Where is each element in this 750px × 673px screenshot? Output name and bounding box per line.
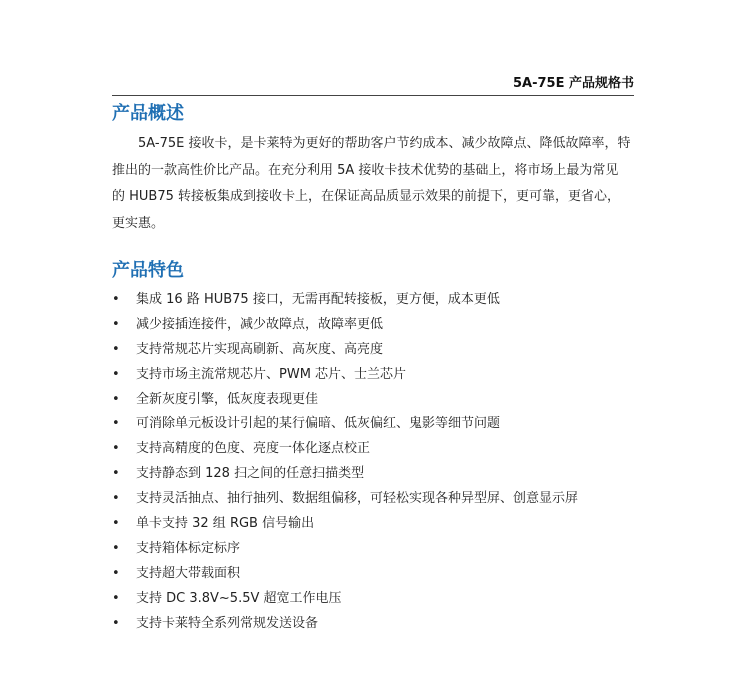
feature-text: 支持常规芯片实现高刷新、高灰度、高亮度: [136, 341, 384, 357]
bullet-icon: •: [112, 565, 120, 581]
bullet-icon: •: [112, 615, 120, 631]
bullet-icon: •: [112, 391, 120, 407]
feature-text: 支持静态到 128 扫之间的任意扫描类型: [136, 466, 365, 482]
feature-item: [112, 338, 632, 363]
overview-heading: 产品概述: [112, 103, 184, 124]
bullet-icon: •: [112, 292, 120, 307]
feature-text: 集成 16 路 HUB75 接口，无需再配转接板，更方便，成本更低: [136, 292, 500, 307]
feature-text: 单卡支持 32 组 RGB 信号输出: [136, 516, 315, 532]
overview-line: 的 HUB75 转接板集成到接收卡上，在保证高品质显示效果的前提下，更可靠，更省心，: [112, 189, 621, 204]
feature-item: [112, 462, 632, 487]
overview-paragraph: [112, 131, 640, 237]
feature-text: 支持灵活抽点、抽行抽列、数据组偏移，可轻松实现各种异型屏、创意显示屏: [136, 491, 579, 507]
feature-item: [112, 288, 632, 313]
bullet-icon: •: [112, 466, 120, 482]
feature-text: 可消除单元板设计引起的某行偏暗、低灰偏红、鬼影等细节问题: [136, 416, 501, 432]
features-heading: 产品特色: [112, 260, 184, 281]
bullet-icon: •: [112, 491, 120, 507]
feature-text: 支持高精度的色度、亮度一体化逐点校正: [136, 441, 371, 457]
feature-item: [112, 388, 632, 413]
bullet-icon: •: [112, 441, 120, 457]
feature-text: 减少接插连接件，减少故障点，故障率更低: [136, 316, 384, 332]
bullet-icon: •: [112, 416, 120, 432]
bullet-icon: •: [112, 366, 120, 382]
bullet-icon: •: [112, 341, 120, 357]
feature-text: 支持市场主流常规芯片、PWM 芯片、士兰芯片: [136, 366, 407, 382]
feature-text: 支持 DC 3.8V~5.5V 超宽工作电压: [136, 590, 342, 606]
feature-item: [112, 562, 632, 587]
overview-line: 更实惠。: [112, 215, 165, 231]
feature-item: [112, 587, 632, 612]
document-header-title: 5A-75E 产品规格书: [513, 76, 634, 91]
bullet-icon: •: [112, 316, 120, 332]
feature-item: [112, 437, 632, 462]
feature-text: 全新灰度引擎，低灰度表现更佳: [136, 391, 319, 407]
overview-line: 5A-75E 接收卡，是卡莱特为更好的帮助客户节约成本、减少故障点、降低故障率，特: [138, 136, 631, 151]
overview-line: 推出的一款高性价比产品。在充分利用 5A 接收卡技术优势的基础上，将市场上最为常见: [112, 162, 619, 178]
feature-text: 支持箱体标定标序: [136, 540, 241, 556]
feature-item: [112, 612, 632, 637]
feature-item: [112, 537, 632, 562]
feature-item: [112, 412, 632, 437]
feature-text: 支持卡莱特全系列常规发送设备: [136, 615, 319, 631]
feature-item: [112, 512, 632, 537]
feature-item: [112, 363, 632, 388]
feature-item: [112, 313, 632, 338]
header-divider: [112, 95, 634, 96]
bullet-icon: •: [112, 590, 120, 606]
bullet-icon: •: [112, 516, 120, 532]
features-list: [112, 288, 632, 636]
bullet-icon: •: [112, 540, 120, 556]
feature-text: 支持超大带载面积: [136, 565, 241, 581]
feature-item: [112, 487, 632, 512]
